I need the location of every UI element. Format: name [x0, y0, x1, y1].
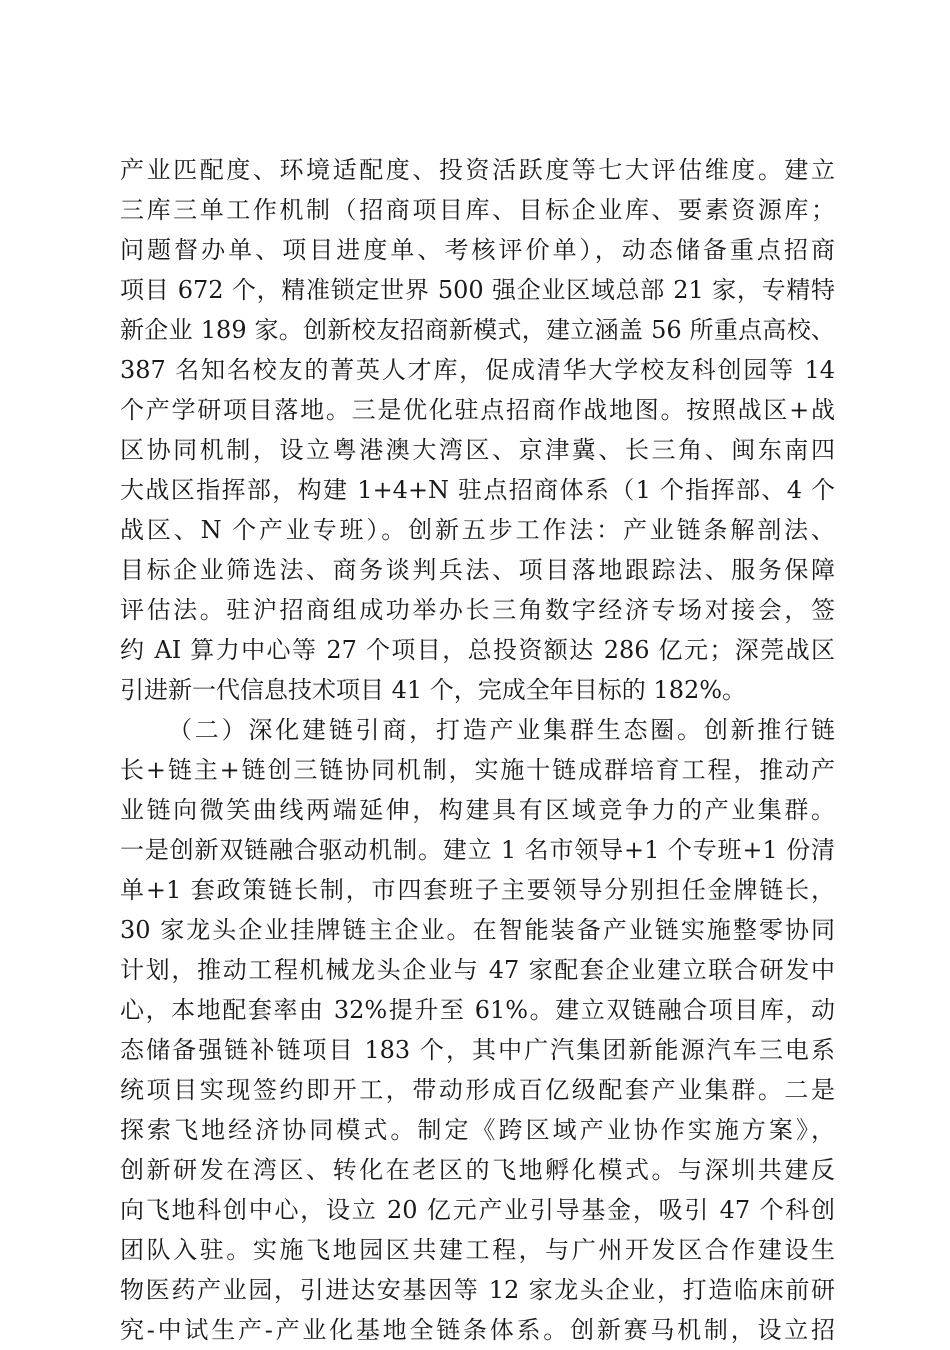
- text-line: 计划，推动工程机械龙头企业与 47 家配套企业建立联合研发中: [120, 956, 835, 984]
- text-line: 大战区指挥部，构建 1+4+N 驻点招商体系（1 个指挥部、4 个: [120, 476, 835, 504]
- text-line: 约 AI 算力中心等 27 个项目，总投资额达 286 亿元；深莞战区: [120, 636, 835, 664]
- text-line: 问题督办单、项目进度单、考核评价单），动态储备重点招商: [120, 236, 835, 264]
- text-line: 业链向微笑曲线两端延伸，构建具有区域竞争力的产业集群。: [120, 796, 835, 824]
- text-line: 团队入驻。实施飞地园区共建工程，与广州开发区合作建设生: [120, 1236, 835, 1264]
- text-line: 心，本地配套率由 32%提升至 61%。建立双链融合项目库，动: [120, 996, 835, 1024]
- text-line: 究-中试生产-产业化基地全链条体系。创新赛马机制，设立招: [120, 1316, 835, 1344]
- section-heading-line: （二）深化建链引商，打造产业集群生态圈。创新推行链: [168, 716, 835, 744]
- text-line: 评估法。驻沪招商组成功举办长三角数字经济专场对接会，签: [120, 596, 835, 624]
- text-line: 物医药产业园，引进达安基因等 12 家龙头企业，打造临床前研: [120, 1276, 835, 1304]
- text-line: 长+链主+链创三链协同机制，实施十链成群培育工程，推动产: [120, 756, 835, 784]
- text-line: 项目 672 个，精准锁定世界 500 强企业区域总部 21 家，专精特: [120, 276, 835, 304]
- text-line: 一是创新双链融合驱动机制。建立 1 名市领导+1 个专班+1 份清: [120, 836, 835, 864]
- text-line: 目标企业筛选法、商务谈判兵法、项目落地跟踪法、服务保障: [120, 556, 835, 584]
- text-line: 向飞地科创中心，设立 20 亿元产业引导基金，吸引 47 个科创: [120, 1196, 835, 1224]
- text-line: 产业匹配度、环境适配度、投资活跃度等七大评估维度。建立: [120, 156, 835, 184]
- text-line: 态储备强链补链项目 183 个，其中广汽集团新能源汽车三电系: [120, 1036, 835, 1064]
- text-line: 区协同机制，设立粤港澳大湾区、京津冀、长三角、闽东南四: [120, 436, 835, 464]
- text-line: 单+1 套政策链长制，市四套班子主要领导分别担任金牌链长，: [120, 876, 835, 904]
- paragraph-end-line: 引进新一代信息技术项目 41 个，完成全年目标的 182%。: [120, 676, 747, 704]
- text-line: 个产学研项目落地。三是优化驻点招商作战地图。按照战区+战: [120, 396, 835, 424]
- text-line: 战区、N 个产业专班）。创新五步工作法：产业链条解剖法、: [120, 516, 835, 544]
- text-line: 探索飞地经济协同模式。制定《跨区域产业协作实施方案》，: [120, 1116, 835, 1144]
- text-line: 三库三单工作机制（招商项目库、目标企业库、要素资源库；: [120, 196, 835, 224]
- text-line: 387 名知名校友的菁英人才库，促成清华大学校友科创园等 14: [120, 356, 835, 384]
- text-line: 30 家龙头企业挂牌链主企业。在智能装备产业链实施整零协同: [120, 916, 835, 944]
- text-line: 统项目实现签约即开工，带动形成百亿级配套产业集群。二是: [120, 1076, 835, 1104]
- body-text: [120, 150, 835, 1350]
- text-line: 新企业 189 家。创新校友招商新模式，建立涵盖 56 所重点高校、: [120, 316, 835, 344]
- text-line: 创新研发在湾区、转化在老区的飞地孵化模式。与深圳共建反: [120, 1156, 835, 1184]
